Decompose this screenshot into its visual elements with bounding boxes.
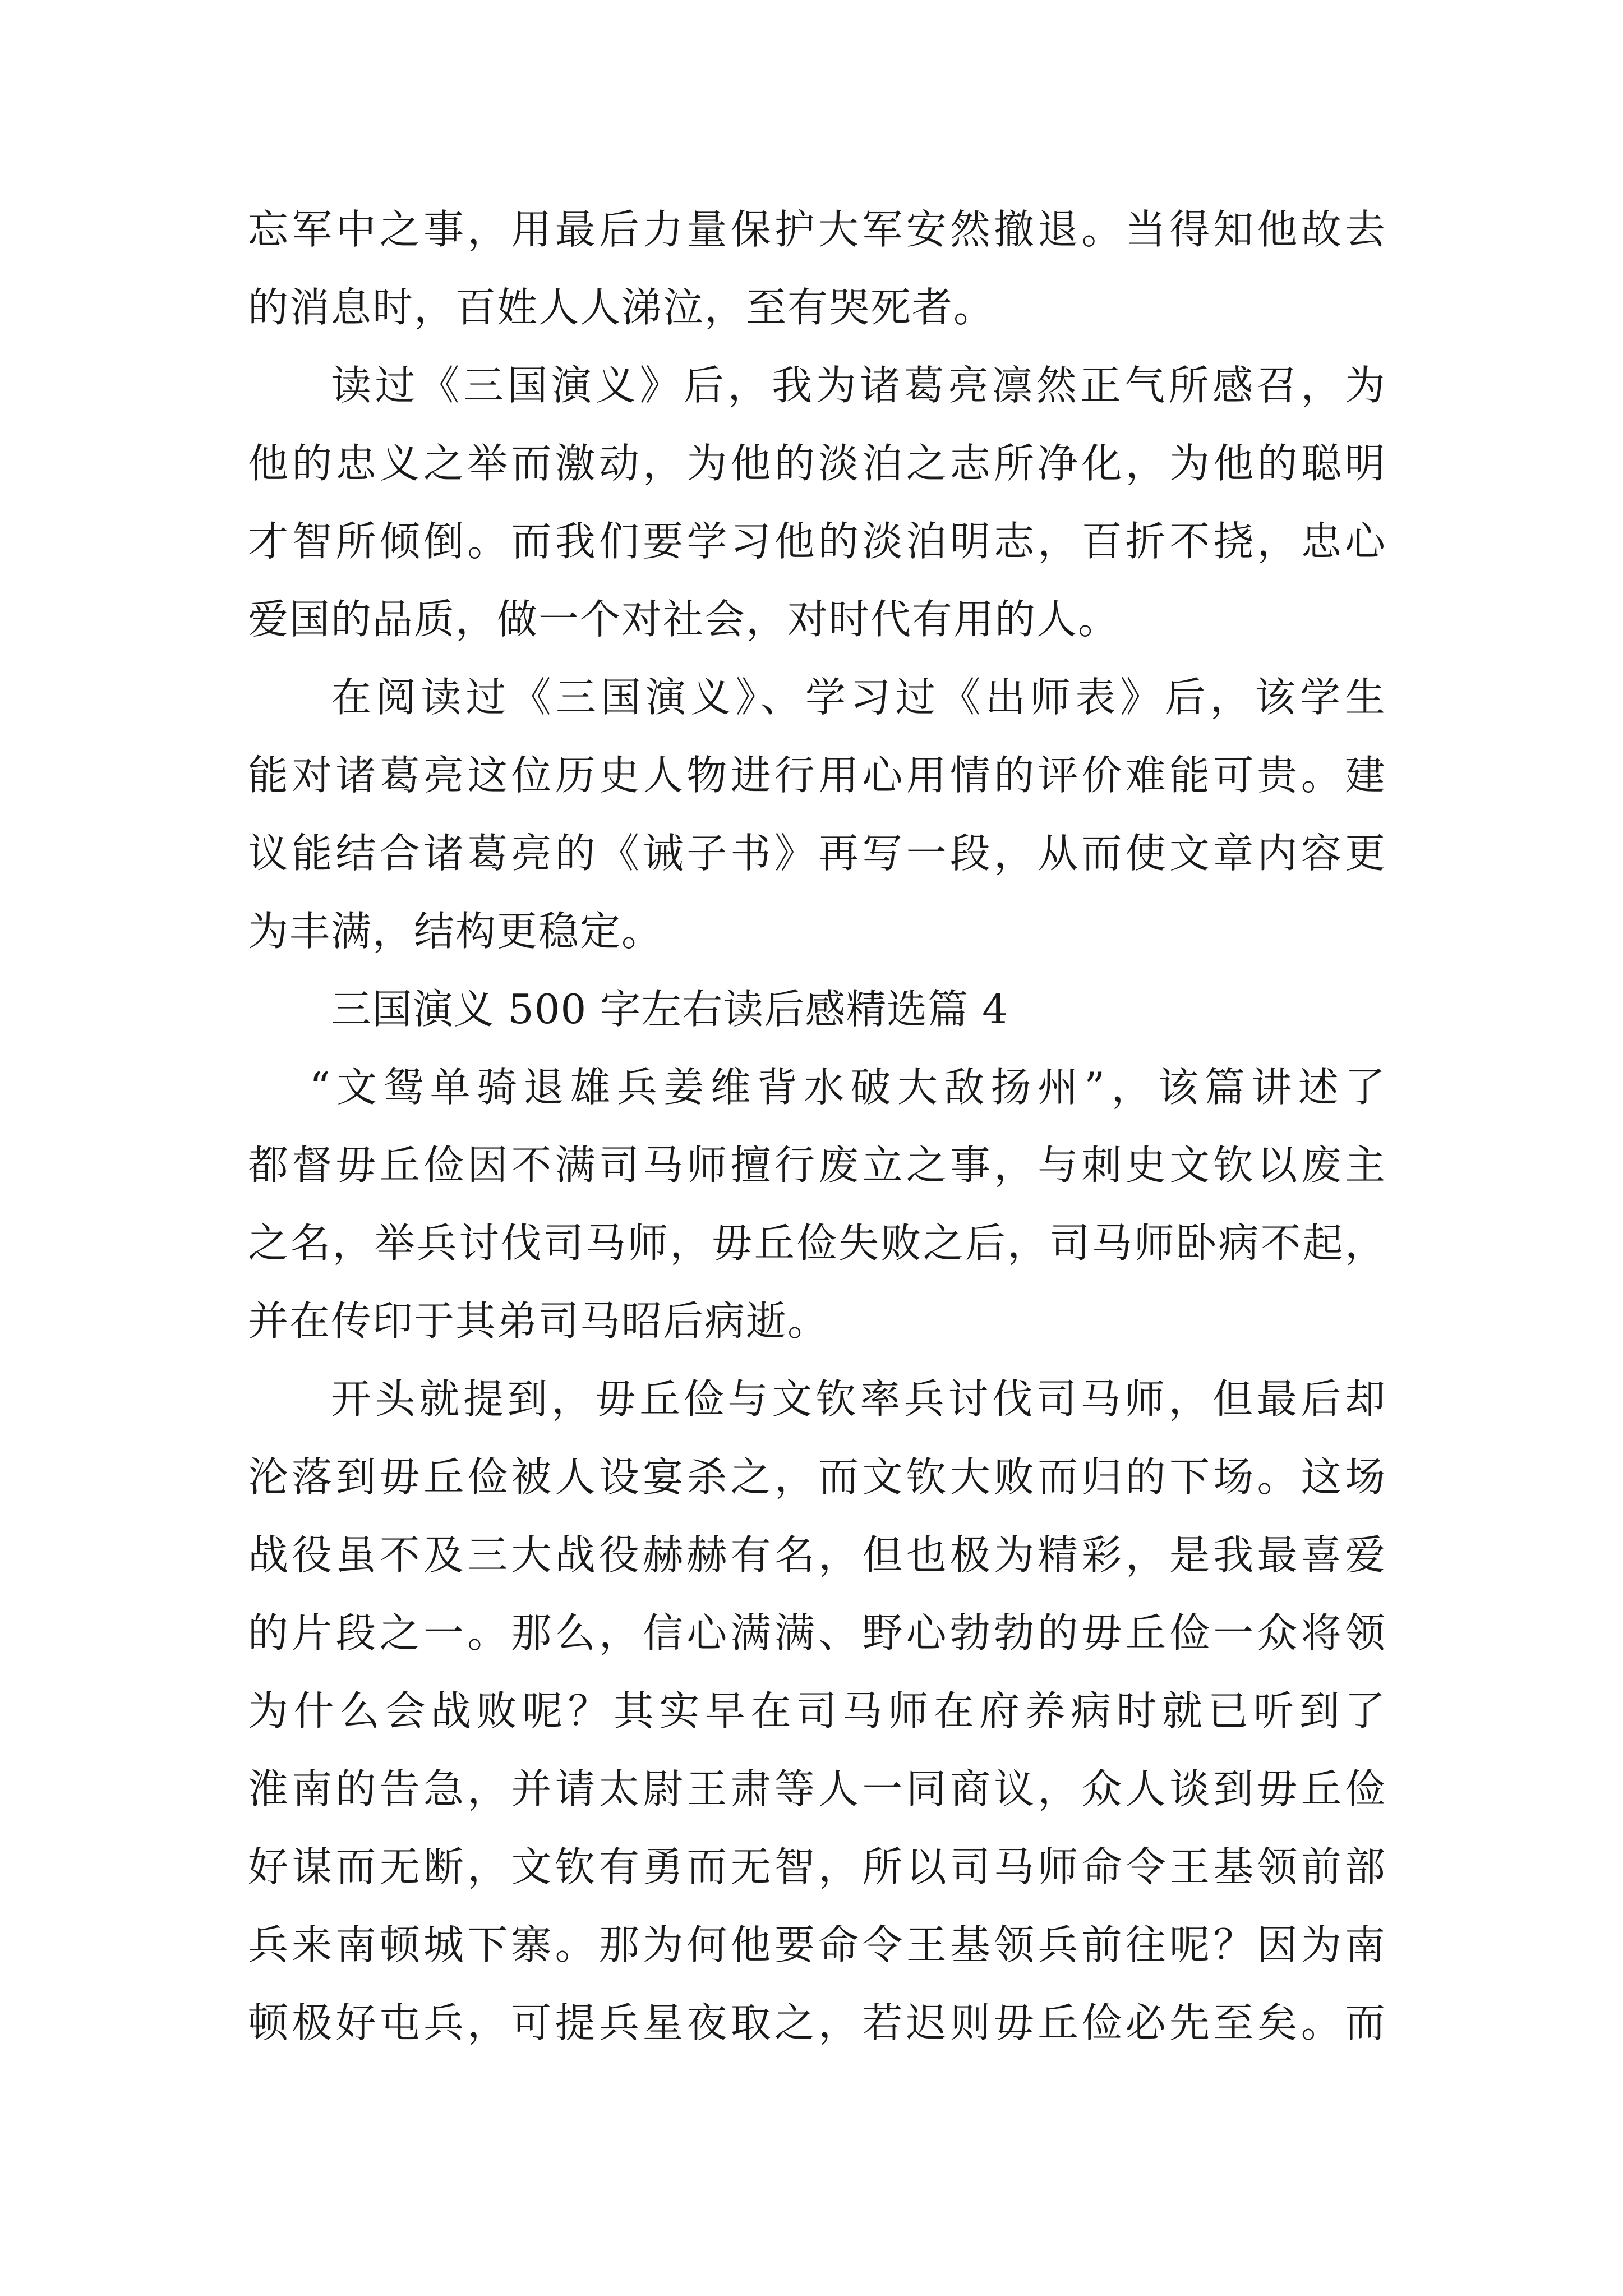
paragraph-line: 沦落到毋丘俭被人设宴杀之，而文钦大败而归的下场。这场 — [248, 1453, 1386, 1501]
paragraph-line: 议能结合诸葛亮的《诫子书》再写一段，从而使文章内容更 — [248, 830, 1386, 877]
paragraph-line: 顿极好屯兵，可提兵星夜取之，若迟则毋丘俭必先至矣。而 — [248, 1999, 1386, 2046]
paragraph-line: 在阅读过《三国演义》、学习过《出师表》后，该学生 — [331, 674, 1386, 721]
paragraph-line: 的片段之一。那么，信心满满、野心勃勃的毋丘俭一众将领 — [248, 1609, 1386, 1657]
paragraph-line: 爱国的品质，做一个对社会，对时代有用的人。 — [248, 596, 1120, 643]
paragraph-line: 并在传印于其弟司马昭后病逝。 — [248, 1297, 829, 1345]
paragraph-line: 开头就提到，毋丘俭与文钦率兵讨伐司马师，但最后却 — [331, 1375, 1386, 1423]
paragraph-line: 能对诸葛亮这位历史人物进行用心用情的评价难能可贵。建 — [248, 752, 1386, 799]
document-body — [248, 191, 1386, 2062]
paragraph-line: 忘军中之事，用最后力量保护大军安然撤退。当得知他故去 — [248, 206, 1386, 253]
paragraph-line: 好谋而无断，文钦有勇而无智，所以司马师命令王基领前部 — [248, 1843, 1386, 1890]
paragraph-line: 的消息时，百姓人人涕泣，至有哭死者。 — [248, 284, 995, 331]
paragraph-line: 才智所倾倒。而我们要学习他的淡泊明志，百折不挠，忠心 — [248, 518, 1386, 565]
paragraph-line: 淮南的告急，并请太尉王肃等人一同商议，众人谈到毋丘俭 — [248, 1765, 1386, 1812]
paragraph-line: 读过《三国演义》后，我为诸葛亮凛然正气所感召，为 — [331, 362, 1386, 409]
section-heading: 三国演义 500 字左右读后感精选篇 4 — [331, 986, 1008, 1033]
paragraph-line: 为丰满，结构更稳定。 — [248, 908, 663, 955]
paragraph-line: 战役虽不及三大战役赫赫有名，但也极为精彩，是我最喜爱 — [248, 1531, 1386, 1579]
paragraph-line: 之名，举兵讨伐司马师，毋丘俭失败之后，司马师卧病不起， — [248, 1220, 1386, 1267]
paragraph-line: 都督毋丘俭因不满司马师擅行废立之事，与刺史文钦以废主 — [248, 1142, 1386, 1189]
paragraph-line: 兵来南顿城下寨。那为何他要命令王基领兵前往呢？因为南 — [248, 1921, 1386, 1968]
paragraph-line: 为什么会战败呢？其实早在司马师在府养病时就已听到了 — [248, 1687, 1386, 1734]
paragraph-line: “文鸳单骑退雄兵姜维背水破大敌扬州”，该篇讲述了 — [310, 1064, 1386, 1111]
paragraph-line: 他的忠义之举而激动，为他的淡泊之志所净化，为他的聪明 — [248, 440, 1386, 487]
